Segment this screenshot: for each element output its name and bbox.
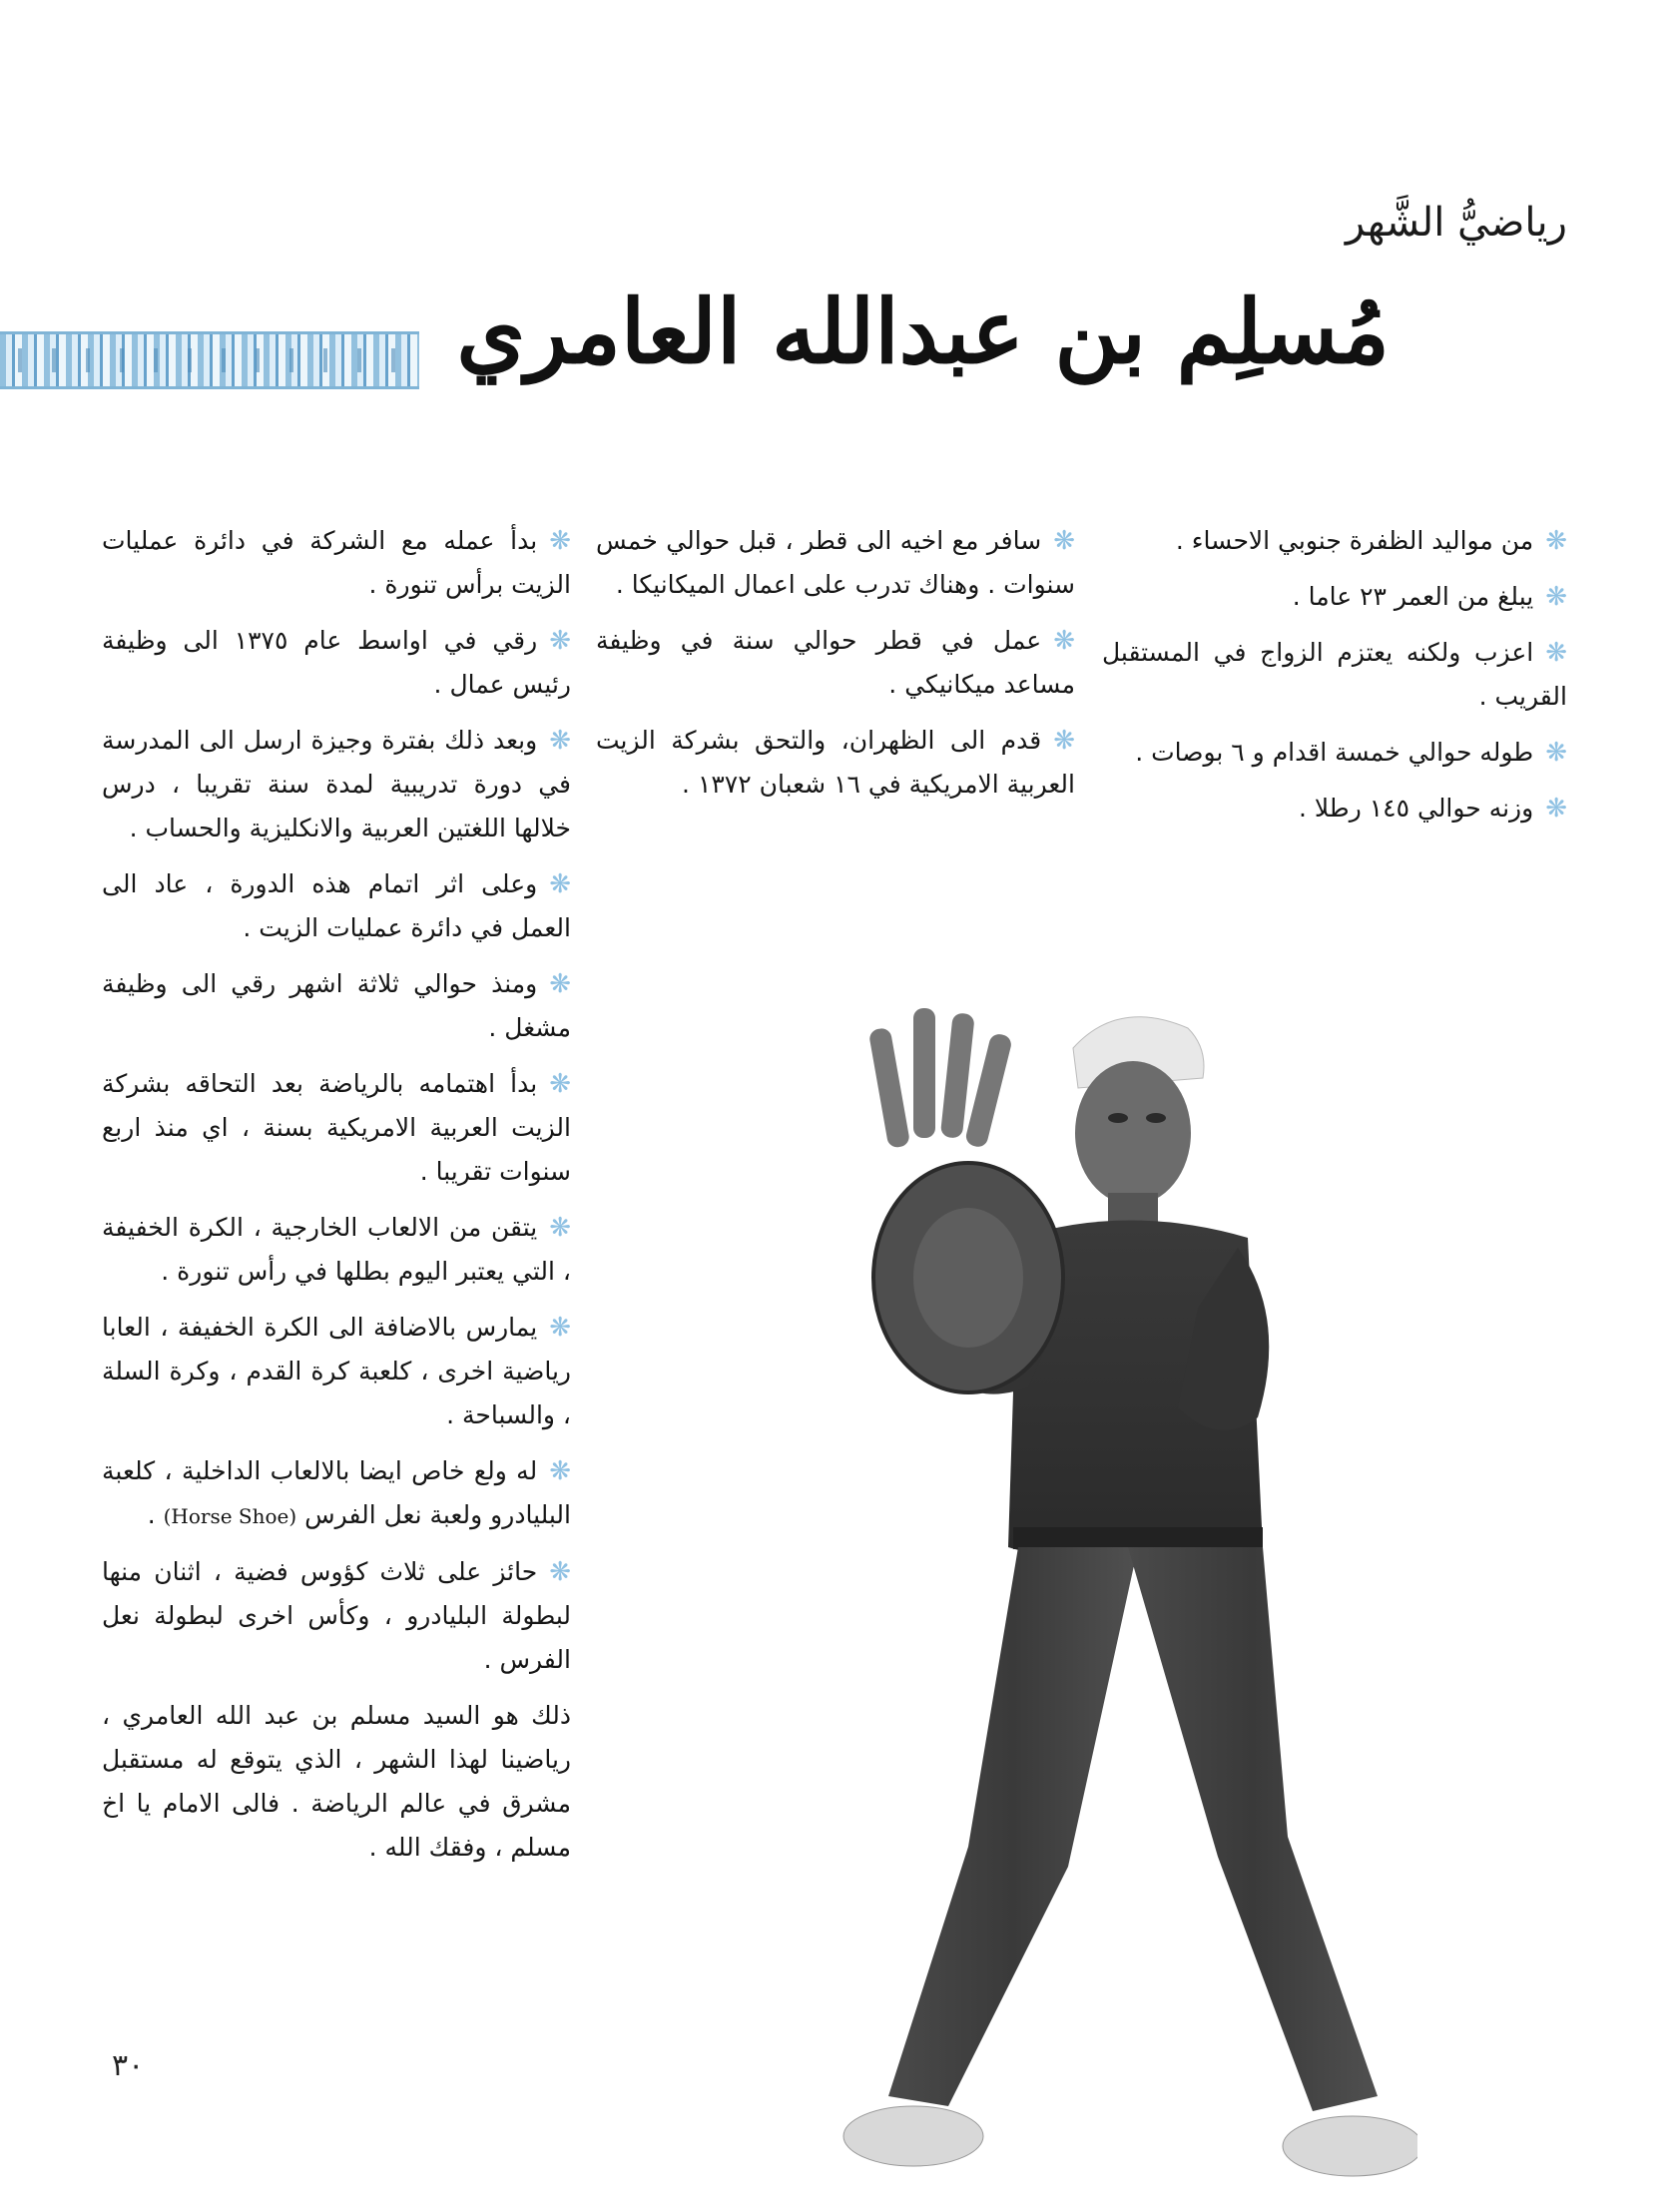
snowflake-bullet-icon: ❋ xyxy=(1053,526,1075,556)
snowflake-bullet-icon: ❋ xyxy=(549,1069,571,1099)
paragraph: ❋اعزب ولكنه يعتزم الزواج في المستقبل القريب . xyxy=(1102,631,1567,719)
snowflake-bullet-icon: ❋ xyxy=(549,726,571,756)
paragraph: ❋سافر مع اخيه الى قطر ، قبل حوالي خمس سنوات . وهناك تدرب على اعمال الميكانيكا . xyxy=(596,519,1075,607)
paragraph: ❋يمارس بالاضافة الى الكرة الخفيفة ، العابا رياضية اخرى ، كلعبة كرة القدم ، وكرة السلة ، والسباحة . xyxy=(102,1306,571,1437)
snowflake-bullet-icon: ❋ xyxy=(549,1456,571,1486)
paragraph: ❋وعلى اثر اتمام هذه الدورة ، عاد الى العمل في دائرة عمليات الزيت . xyxy=(102,862,571,950)
paragraph: ❋بدأ عمله مع الشركة في دائرة عمليات الزيت برأس تنورة . xyxy=(102,519,571,607)
snowflake-bullet-icon: ❋ xyxy=(549,1557,571,1587)
snowflake-bullet-icon: ❋ xyxy=(549,1313,571,1343)
snowflake-bullet-icon: ❋ xyxy=(1053,726,1075,756)
snowflake-bullet-icon: ❋ xyxy=(1545,794,1567,824)
paragraph: ❋يبلغ من العمر ٢٣ عاما . xyxy=(1102,575,1567,619)
snowflake-bullet-icon: ❋ xyxy=(549,626,571,656)
section-kicker: رياضيُّ الشَّهر xyxy=(1345,200,1567,246)
paragraph: ذلك هو السيد مسلم بن عبد الله العامري ، رياضينا لهذا الشهر ، الذي يتوقع له مستقبل مشرق في عالم الرياضة . فالى الامام يا اخ مسلم ، وفقك الله . xyxy=(102,1701,571,1862)
snowflake-bullet-icon: ❋ xyxy=(549,869,571,899)
paragraph: ❋ومنذ حوالي ثلاثة اشهر رقي الى وظيفة مشغل . xyxy=(102,962,571,1050)
decorative-ornament-band xyxy=(0,331,419,389)
snowflake-bullet-icon: ❋ xyxy=(549,526,571,556)
article-title: مُسلِم بن عبدالله العامري xyxy=(456,279,1390,383)
paragraph: ❋عمل في قطر حوالي سنة في وظيفة مساعد ميكانيكي . xyxy=(596,619,1075,707)
athlete-photo xyxy=(819,988,1417,2212)
snowflake-bullet-icon: ❋ xyxy=(549,969,571,999)
paragraph: ❋وبعد ذلك بفترة وجيزة ارسل الى المدرسة في دورة تدريبية لمدة سنة تقريبا ، درس خلالها اللغتين العربية والانكليزية والحساب . xyxy=(102,719,571,850)
paragraph: ❋من مواليد الظفرة جنوبي الاحساء . xyxy=(1102,519,1567,563)
paragraph: ❋له ولع خاص ايضا بالالعاب الداخلية ، كلعبة البليادرو ولعبة نعل الفرس (Horse Shoe) . xyxy=(102,1449,571,1538)
snowflake-bullet-icon: ❋ xyxy=(1545,738,1567,768)
snowflake-bullet-icon: ❋ xyxy=(1545,526,1567,556)
article-column-middle xyxy=(596,519,1075,819)
paragraph: ❋رقي في اواسط عام ١٣٧٥ الى وظيفة رئيس عمال . xyxy=(102,619,571,707)
paragraph: ❋يتقن من الالعاب الخارجية ، الكرة الخفيفة ، التي يعتبر اليوم بطلها في رأس تنورة . xyxy=(102,1206,571,1294)
paragraph: ❋طوله حوالي خمسة اقدام و ٦ بوصات . xyxy=(1102,731,1567,775)
article-column-right xyxy=(1102,519,1567,842)
paragraph: ❋قدم الى الظهران، والتحق بشركة الزيت العربية الامريكية في ١٦ شعبان ١٣٧٢ . xyxy=(596,719,1075,807)
english-term: (Horse Shoe) xyxy=(163,1504,297,1528)
page-number: ٣٠ xyxy=(112,2048,145,2083)
snowflake-bullet-icon: ❋ xyxy=(549,1213,571,1243)
snowflake-bullet-icon: ❋ xyxy=(1545,582,1567,612)
paragraph: ❋حائز على ثلاث كؤوس فضية ، اثنان منها لبطولة البليادرو ، وكأس اخرى لبطولة نعل الفرس . xyxy=(102,1550,571,1682)
paragraph: ❋بدأ اهتمامه بالرياضة بعد التحاقه بشركة الزيت العربية الامريكية بسنة ، اي منذ اربع سنوات تقريبا . xyxy=(102,1062,571,1194)
snowflake-bullet-icon: ❋ xyxy=(1053,626,1075,656)
snowflake-bullet-icon: ❋ xyxy=(1545,638,1567,668)
paragraph: ❋وزنه حوالي ١٤٥ رطلا . xyxy=(1102,787,1567,830)
article-column-left xyxy=(102,519,571,1882)
